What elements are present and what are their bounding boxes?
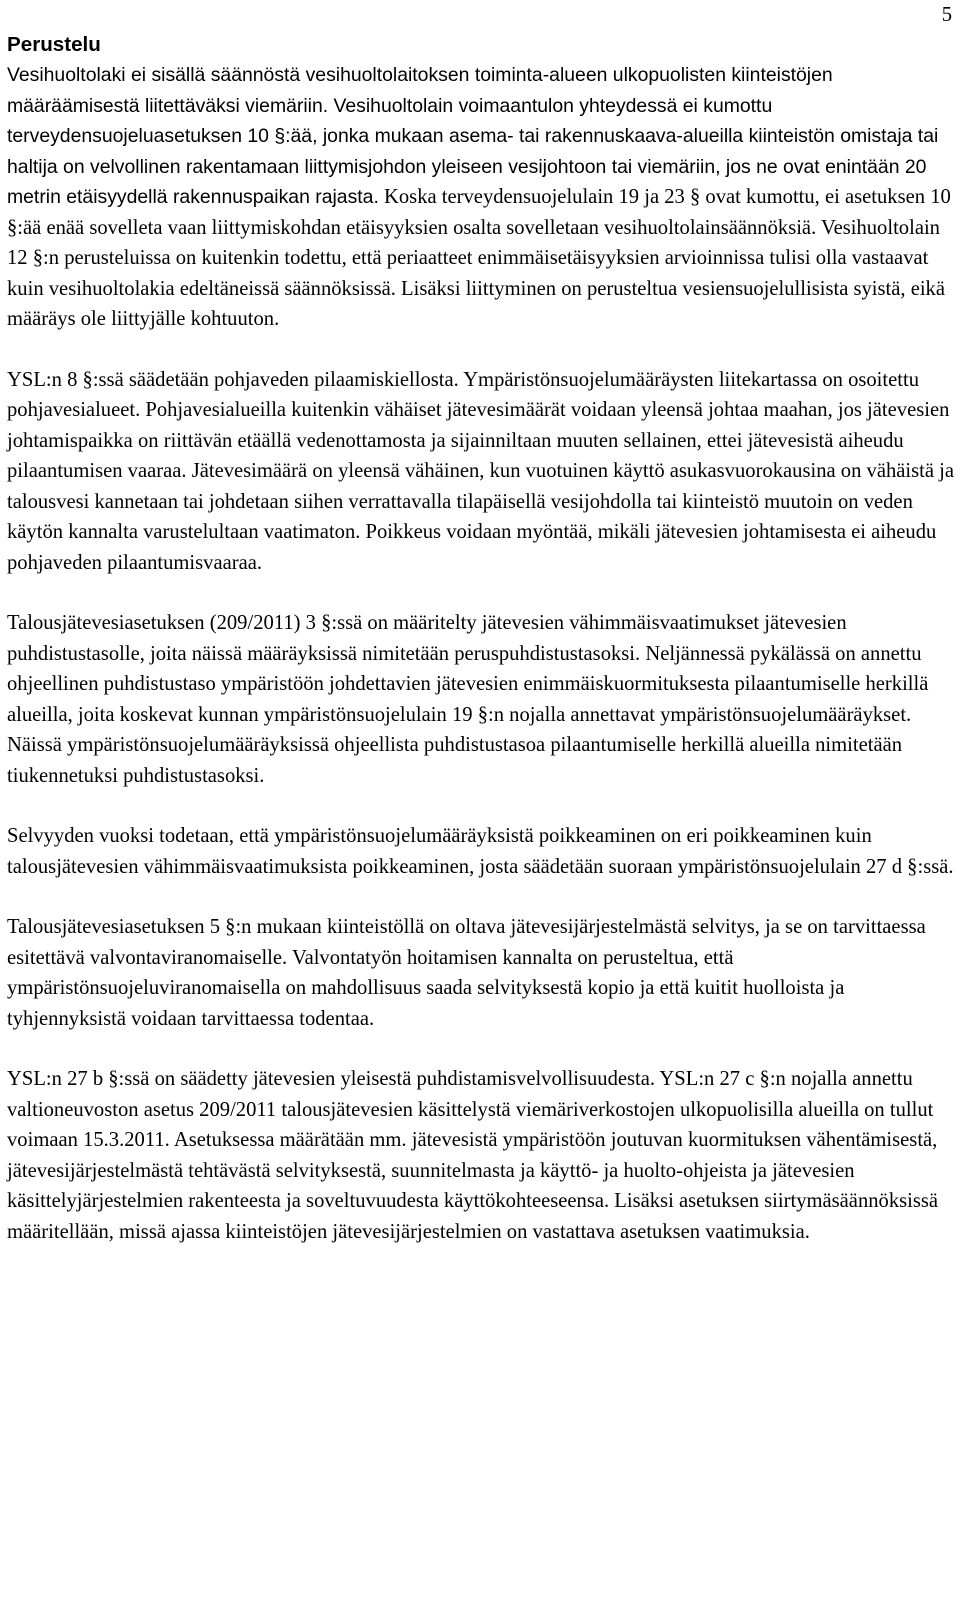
- paragraph-1-serif-text: Koska terveydensuojelulain 19 ja 23 § ovat kumottu, ei asetuksen 10 §:ää enää sovelleta vaan liittymiskohdan etäisyyksien osalta sovelletaan vesihuoltolainsäännöksiä. Vesihuoltolain 12 §:n perusteluissa on kuitenkin todettu, että periaatteet enimmäisetäisyyksien arvioinnissa tulisi olla vastaavat kuin vesihuoltolakia edeltäneissä säännöksissä. Lisäksi liittyminen on perusteltua vesiensuojelullisista syistä, eikä määräys ole liittyjälle kohtuuton.: [7, 186, 951, 330]
- paragraph-1: [7, 60, 955, 335]
- paragraph-6: YSL:n 27 b §:ssä on säädetty jätevesien yleisestä puhdistamisvelvollisuudesta. YSL:n 27 c §:n nojalla annettu valtioneuvoston asetus 209/2011 talousjätevesien käsittelystä viemäriverkostojen ulkopuolisilla alueilla on tullut voimaan 15.3.2011. Asetuksessa määrätään mm. jätevesistä ympäristöön joutuvan kuormituksen vähentämisestä, jätevesijärjestelmästä tehtävästä selvityksestä, suunnitelmasta ja käyttö- ja huolto-ohjeista ja jätevesien käsittelyjärjestelmien rakenteesta ja soveltuvuudesta käyttökohteeseensa. Lisäksi asetuksen siirtymäsäännöksissä määritellään, missä ajassa kiinteistöjen jätevesijärjestelmien on vastattava asetuksen vaatimuksia.: [7, 1068, 939, 1243]
- page-number: 5: [941, 4, 952, 26]
- paragraph-5: Talousjätevesiasetuksen 5 §:n mukaan kiinteistöllä on oltava jätevesijärjestelmästä selvitys, ja se on tarvittaessa esitettävä valvontaviranomaiselle. Valvontatyön hoitamisen kannalta on perusteltua, että ympäristönsuojeluviranomaisella on mahdollisuus saada selvityksestä kopio ja että kuitit huolloista ja tyhjennyksistä voidaan tarvittaessa todentaa.: [7, 916, 926, 1030]
- paragraph-2: YSL:n 8 §:ssä säädetään pohjaveden pilaamiskiellosta. Ympäristönsuojelumääräysten liitekartassa on osoitettu pohjavesialueet. Pohjavesialueilla kuitenkin vähäiset jätevesimäärät voidaan yleensä johtaa maahan, jos jätevesien johtamispaikka on riittävän etäällä vedenottamosta ja sijainniltaan muuten sellainen, ettei jätevesistä aiheudu pilaantumisen vaaraa. Jätevesimäärä on yleensä vähäinen, kun vuotuinen käyttö asukasvuorokausina on vähäistä ja talousvesi kannetaan tai johdetaan siihen verrattavalla tilapäisellä vesijohdolla tai kiinteistö muutoin on veden käytön kannalta varustelultaan vaatimaton. Poikkeus voidaan myöntää, mikäli jätevesien johtamisesta ei aiheudu pohjaveden pilaantumisvaaraa.: [7, 368, 955, 574]
- section-heading: Perustelu: [7, 33, 101, 56]
- document-page: [7, 30, 955, 1277]
- paragraph-1-sans-text: Vesihuoltolaki ei sisällä säännöstä vesihuoltolaitoksen toiminta-alueen ulkopuolisten kiinteistöjen määräämisestä liitettäväksi viemäriin. Vesihuoltolain voimaantulon yhteydessä ei kumottu terveydensuojeluasetuksen 10 §:ää, jonka mukaan asema- tai rakennuskaava-alueilla kiinteistön omistaja tai haltija on velvollinen rakentamaan liittymisjohdon yleiseen vesijohtoon tai viemäriin, jos ne ovat enintään 20 metrin etäisyydellä rakennuspaikan rajasta.: [7, 64, 939, 208]
- paragraph-3: Talousjätevesiasetuksen (209/2011) 3 §:ssä on määritelty jätevesien vähimmäisvaatimukset jätevesien puhdistustasolle, joita näissä määräyksissä nimitetään peruspuhdistustasoksi. Neljännessä pykälässä on annettu ohjeellinen puhdistustaso ympäristöön johdettavien jätevesien enimmäiskuormituksesta pilaantumiselle herkillä alueilla, joita koskevat kunnan ympäristönsuojelulain 19 §:n nojalla annettavat ympäristönsuojelumääräykset. Näissä ympäristönsuojelumääräyksissä ohjeellista puhdistustasoa pilaantumiselle herkillä alueilla nimitetään tiukennetuksi puhdistustasoksi.: [7, 612, 929, 787]
- paragraph-4: Selvyyden vuoksi todetaan, että ympäristönsuojelumääräyksistä poikkeaminen on eri poikkeaminen kuin talousjätevesien vähimmäisvaatimuksista poikkeaminen, josta säädetään suoraan ympäristönsuojelulain 27 d §:ssä.: [7, 825, 954, 878]
